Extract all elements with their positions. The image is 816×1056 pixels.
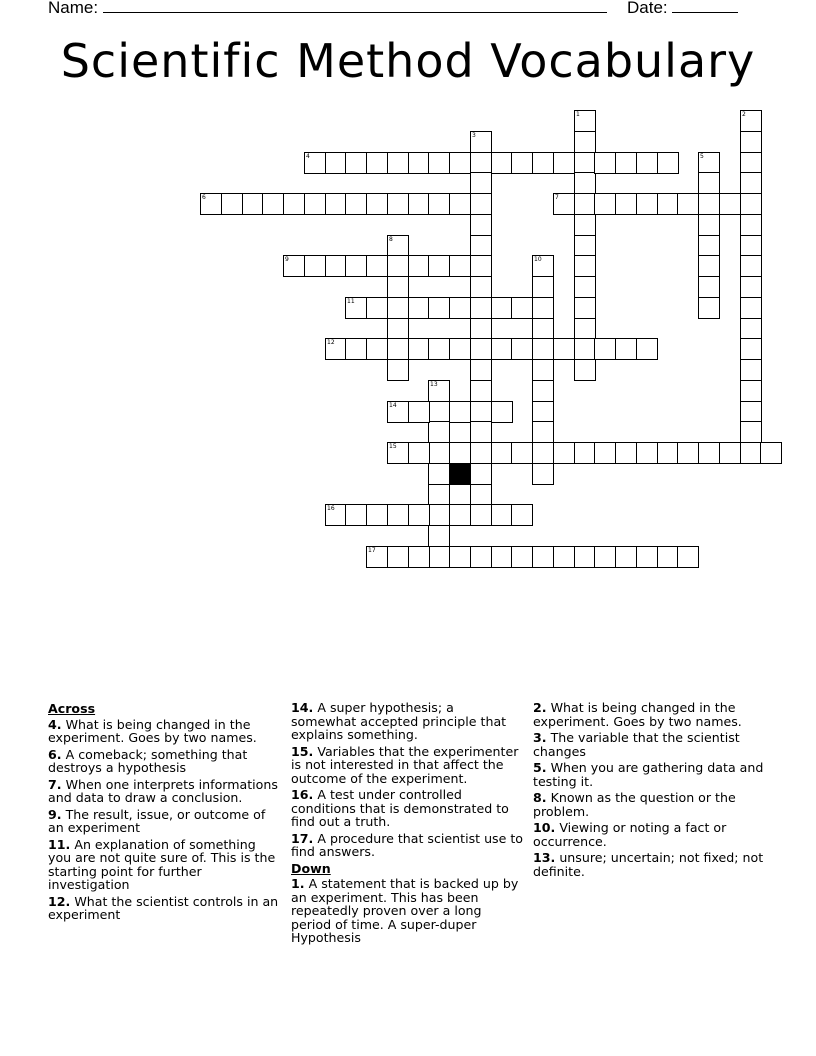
grid-cell[interactable] xyxy=(345,297,367,319)
clue-number: 6 xyxy=(202,194,206,201)
grid-cell[interactable] xyxy=(470,172,492,194)
grid-cell[interactable] xyxy=(345,152,367,174)
grid-cell[interactable] xyxy=(491,546,513,568)
clue-number: 10. xyxy=(533,820,556,835)
grid-cell[interactable] xyxy=(470,297,492,319)
clue-text: An explanation of something you are not quite sure of. This is the starting point for further investigation xyxy=(48,836,276,892)
grid-cell[interactable] xyxy=(387,546,409,568)
grid-cell[interactable] xyxy=(698,235,720,257)
grid-cell[interactable] xyxy=(387,235,409,257)
grid-cell[interactable] xyxy=(200,193,222,215)
grid-cell[interactable] xyxy=(345,193,367,215)
down-clue xyxy=(533,731,769,758)
grid-cell[interactable] xyxy=(325,152,347,174)
grid-cell[interactable] xyxy=(470,214,492,236)
grid-cell[interactable] xyxy=(408,338,430,360)
clue-number: 17 xyxy=(368,547,376,554)
grid-cell[interactable] xyxy=(615,546,637,568)
clue-text: A statement that is backed up by an experiment. This has been repeatedly proven over a long period of time. A super-duper Hypothesis xyxy=(291,876,519,945)
grid-cell[interactable] xyxy=(574,255,596,277)
grid-cell[interactable] xyxy=(428,401,450,423)
clue-number: 8 xyxy=(389,236,393,243)
clue-number: 2. xyxy=(533,700,547,715)
grid-cell[interactable] xyxy=(574,338,596,360)
grid-cell[interactable] xyxy=(491,442,513,464)
grid-cell[interactable] xyxy=(408,255,430,277)
grid-cell[interactable] xyxy=(719,193,741,215)
grid-cell[interactable] xyxy=(511,152,533,174)
grid-cell[interactable] xyxy=(470,504,492,526)
grid-cell[interactable] xyxy=(574,110,596,132)
grid-cell[interactable] xyxy=(428,504,450,526)
grid-cell[interactable] xyxy=(470,193,492,215)
worksheet-title: Scientific Method Vocabulary xyxy=(60,34,756,88)
grid-cell[interactable] xyxy=(740,110,762,132)
grid-cell[interactable] xyxy=(532,380,554,402)
clue-number: 4. xyxy=(48,716,62,732)
grid-cell[interactable] xyxy=(470,318,492,340)
clue-text: A procedure that scientist use to find answers. xyxy=(291,830,524,859)
grid-cell[interactable] xyxy=(428,463,450,485)
grid-cell[interactable] xyxy=(511,546,533,568)
grid-cell[interactable] xyxy=(553,442,575,464)
grid-cell[interactable] xyxy=(594,193,616,215)
clue-number: 16 xyxy=(327,505,335,512)
grid-cell[interactable] xyxy=(740,401,762,423)
grid-cell[interactable] xyxy=(491,401,513,423)
grid-cell[interactable] xyxy=(408,442,430,464)
grid-cell[interactable] xyxy=(242,193,264,215)
grid-cell[interactable] xyxy=(449,442,471,464)
grid-cell[interactable] xyxy=(657,193,679,215)
grid-cell[interactable] xyxy=(491,152,513,174)
grid-cell[interactable] xyxy=(740,297,762,319)
clues-column-1 xyxy=(48,701,280,925)
across-clue xyxy=(291,745,523,786)
grid-cell[interactable] xyxy=(408,152,430,174)
grid-cell[interactable] xyxy=(387,255,409,277)
grid-cell[interactable] xyxy=(532,359,554,381)
grid-cell[interactable] xyxy=(532,338,554,360)
clue-text: What the scientist controls in an experiment xyxy=(48,893,279,922)
grid-cell[interactable] xyxy=(387,504,409,526)
grid-cell[interactable] xyxy=(740,235,762,257)
grid-cell[interactable] xyxy=(574,276,596,298)
grid-cell[interactable] xyxy=(408,546,430,568)
clue-text: The variable that the scientist changes xyxy=(533,730,740,759)
clue-number: 16. xyxy=(291,787,314,802)
across-clue xyxy=(48,895,280,922)
grid-cell[interactable] xyxy=(325,504,347,526)
grid-cell[interactable] xyxy=(470,421,492,443)
grid-cell[interactable] xyxy=(594,338,616,360)
grid-cell[interactable] xyxy=(428,421,450,443)
clue-number: 6. xyxy=(48,746,62,762)
date-field[interactable] xyxy=(627,0,738,18)
grid-cell[interactable] xyxy=(387,338,409,360)
grid-cell[interactable] xyxy=(449,401,471,423)
clue-number: 15 xyxy=(389,443,397,450)
grid-cell[interactable] xyxy=(345,255,367,277)
grid-cell[interactable] xyxy=(428,297,450,319)
grid-cell[interactable] xyxy=(387,359,409,381)
across-clue xyxy=(48,718,280,745)
across-clue xyxy=(48,748,280,775)
grid-cell[interactable] xyxy=(698,152,720,174)
clue-number: 5 xyxy=(700,153,704,160)
grid-cell[interactable] xyxy=(677,442,699,464)
grid-cell[interactable] xyxy=(532,318,554,340)
down-clue xyxy=(533,791,769,818)
grid-cell[interactable] xyxy=(698,193,720,215)
down-clue xyxy=(533,761,769,788)
grid-cell[interactable] xyxy=(719,442,741,464)
grid-cell[interactable] xyxy=(408,297,430,319)
clue-number: 3 xyxy=(472,132,476,139)
clue-text: The result, issue, or outcome of an experiment xyxy=(48,806,266,835)
grid-cell[interactable] xyxy=(366,504,388,526)
grid-cell[interactable] xyxy=(449,504,471,526)
grid-cell[interactable] xyxy=(615,442,637,464)
clue-text: A super hypothesis; a somewhat accepted principle that explains something. xyxy=(291,700,507,742)
grid-cell[interactable] xyxy=(594,442,616,464)
down-heading: Down xyxy=(291,860,331,876)
grid-cell[interactable] xyxy=(408,504,430,526)
grid-cell[interactable] xyxy=(553,338,575,360)
clue-text: Viewing or noting a fact or occurrence. xyxy=(533,820,727,849)
grid-cell[interactable] xyxy=(574,359,596,381)
grid-cell[interactable] xyxy=(366,338,388,360)
grid-cell[interactable] xyxy=(594,152,616,174)
across-clue xyxy=(291,701,523,742)
grid-cell[interactable] xyxy=(449,193,471,215)
grid-cell[interactable] xyxy=(428,193,450,215)
clue-number: 3. xyxy=(533,730,547,745)
grid-cell[interactable] xyxy=(304,255,326,277)
grid-cell[interactable] xyxy=(574,193,596,215)
grid-cell[interactable] xyxy=(428,546,450,568)
grid-cell[interactable] xyxy=(366,297,388,319)
grid-cell[interactable] xyxy=(677,193,699,215)
across-clue xyxy=(48,778,280,805)
grid-cell[interactable] xyxy=(740,359,762,381)
grid-cell[interactable] xyxy=(470,152,492,174)
grid-block-cell xyxy=(449,463,471,485)
grid-cell[interactable] xyxy=(449,546,471,568)
grid-cell[interactable] xyxy=(470,131,492,153)
clues-column-3 xyxy=(533,701,769,881)
clue-number: 17. xyxy=(291,830,314,846)
clue-number: 13 xyxy=(430,381,438,388)
clue-number: 12. xyxy=(48,893,71,909)
grid-cell[interactable] xyxy=(449,338,471,360)
clue-text: When one interprets informations and data to draw a conclusion. xyxy=(48,776,278,805)
name-line[interactable] xyxy=(103,0,607,13)
grid-cell[interactable] xyxy=(574,152,596,174)
date-line[interactable] xyxy=(672,0,738,13)
grid-cell[interactable] xyxy=(428,380,450,402)
grid-cell[interactable] xyxy=(636,338,658,360)
grid-cell[interactable] xyxy=(615,193,637,215)
grid-cell[interactable] xyxy=(615,152,637,174)
grid-cell[interactable] xyxy=(532,297,554,319)
grid-cell[interactable] xyxy=(470,401,492,423)
date-label: Date: xyxy=(627,0,668,17)
grid-cell[interactable] xyxy=(698,297,720,319)
grid-cell[interactable] xyxy=(532,421,554,443)
grid-cell[interactable] xyxy=(698,172,720,194)
grid-cell[interactable] xyxy=(325,255,347,277)
clue-number: 9. xyxy=(48,806,62,822)
clue-number: 14 xyxy=(389,402,397,409)
grid-cell[interactable] xyxy=(428,255,450,277)
grid-cell[interactable] xyxy=(283,193,305,215)
grid-cell[interactable] xyxy=(491,338,513,360)
down-clue xyxy=(533,821,769,848)
grid-cell[interactable] xyxy=(740,131,762,153)
grid-cell[interactable] xyxy=(345,504,367,526)
grid-cell[interactable] xyxy=(491,504,513,526)
grid-cell[interactable] xyxy=(366,546,388,568)
grid-cell[interactable] xyxy=(760,442,782,464)
grid-cell[interactable] xyxy=(470,276,492,298)
grid-cell[interactable] xyxy=(698,276,720,298)
grid-cell[interactable] xyxy=(366,152,388,174)
grid-cell[interactable] xyxy=(740,255,762,277)
grid-cell[interactable] xyxy=(345,338,367,360)
grid-cell[interactable] xyxy=(677,546,699,568)
grid-cell[interactable] xyxy=(574,172,596,194)
grid-cell[interactable] xyxy=(325,338,347,360)
clue-number: 11. xyxy=(48,836,71,852)
clue-number: 8. xyxy=(533,790,547,805)
grid-cell[interactable] xyxy=(532,463,554,485)
grid-cell[interactable] xyxy=(657,152,679,174)
grid-cell[interactable] xyxy=(636,442,658,464)
grid-cell[interactable] xyxy=(574,318,596,340)
grid-cell[interactable] xyxy=(470,380,492,402)
clue-number: 5. xyxy=(533,760,547,775)
grid-cell[interactable] xyxy=(740,442,762,464)
across-clue xyxy=(48,838,280,892)
grid-cell[interactable] xyxy=(532,401,554,423)
grid-cell[interactable] xyxy=(387,401,409,423)
grid-cell[interactable] xyxy=(221,193,243,215)
clue-number: 13. xyxy=(533,850,556,865)
clue-text: A test under controlled conditions that is demonstrated to find out a truth. xyxy=(291,787,509,829)
grid-cell[interactable] xyxy=(553,546,575,568)
grid-cell[interactable] xyxy=(262,193,284,215)
across-clue xyxy=(48,808,280,835)
clue-number: 1. xyxy=(291,876,305,891)
down-clue xyxy=(533,701,769,728)
grid-cell[interactable] xyxy=(698,214,720,236)
clue-text: unsure; uncertain; not fixed; not definite. xyxy=(533,850,764,879)
grid-cell[interactable] xyxy=(740,214,762,236)
grid-cell[interactable] xyxy=(698,442,720,464)
grid-cell[interactable] xyxy=(740,338,762,360)
grid-cell[interactable] xyxy=(366,193,388,215)
grid-cell[interactable] xyxy=(387,297,409,319)
clue-number: 14. xyxy=(291,700,314,715)
clue-text: A comeback; something that destroys a hypothesis xyxy=(48,746,248,775)
grid-cell[interactable] xyxy=(574,442,596,464)
grid-cell[interactable] xyxy=(657,442,679,464)
grid-cell[interactable] xyxy=(740,380,762,402)
clue-number: 12 xyxy=(327,339,335,346)
grid-cell[interactable] xyxy=(304,152,326,174)
clue-text: What is being changed in the experiment. Goes by two names. xyxy=(533,700,742,729)
grid-cell[interactable] xyxy=(283,255,305,277)
grid-cell[interactable] xyxy=(574,131,596,153)
grid-cell[interactable] xyxy=(511,442,533,464)
grid-cell[interactable] xyxy=(428,525,450,547)
grid-cell[interactable] xyxy=(636,193,658,215)
grid-cell[interactable] xyxy=(740,193,762,215)
grid-cell[interactable] xyxy=(636,546,658,568)
name-label: Name: xyxy=(48,0,99,17)
down-clue xyxy=(533,851,769,878)
clue-number: 4 xyxy=(306,153,310,160)
grid-cell[interactable] xyxy=(470,359,492,381)
grid-cell[interactable] xyxy=(574,235,596,257)
across-clue xyxy=(291,832,523,859)
grid-cell[interactable] xyxy=(470,255,492,277)
clue-number: 7. xyxy=(48,776,62,792)
clue-text: Variables that the experimenter is not interested in that affect the outcome of the experiment. xyxy=(291,743,519,786)
clue-number: 7 xyxy=(555,194,559,201)
grid-cell[interactable] xyxy=(657,546,679,568)
across-clue xyxy=(291,788,523,829)
across-heading: Across xyxy=(48,701,96,716)
grid-cell[interactable] xyxy=(387,276,409,298)
grid-cell[interactable] xyxy=(470,484,492,506)
grid-cell[interactable] xyxy=(594,546,616,568)
grid-cell[interactable] xyxy=(387,152,409,174)
clue-number: 1 xyxy=(576,111,580,118)
grid-cell[interactable] xyxy=(449,152,471,174)
clue-number: 11 xyxy=(347,298,355,305)
grid-cell[interactable] xyxy=(366,255,388,277)
grid-cell[interactable] xyxy=(553,193,575,215)
clue-text: What is being changed in the experiment. Goes by two names. xyxy=(48,716,257,745)
grid-cell[interactable] xyxy=(387,193,409,215)
name-field[interactable] xyxy=(48,0,607,18)
grid-cell[interactable] xyxy=(387,318,409,340)
grid-cell[interactable] xyxy=(428,442,450,464)
grid-cell[interactable] xyxy=(615,338,637,360)
grid-cell[interactable] xyxy=(511,338,533,360)
grid-cell[interactable] xyxy=(511,297,533,319)
grid-cell[interactable] xyxy=(574,297,596,319)
grid-cell[interactable] xyxy=(553,152,575,174)
grid-cell[interactable] xyxy=(325,193,347,215)
grid-cell[interactable] xyxy=(470,463,492,485)
clue-number: 2 xyxy=(742,111,746,118)
grid-cell[interactable] xyxy=(387,442,409,464)
grid-cell[interactable] xyxy=(304,193,326,215)
grid-cell[interactable] xyxy=(491,297,513,319)
grid-cell[interactable] xyxy=(532,546,554,568)
grid-cell[interactable] xyxy=(470,338,492,360)
grid-cell[interactable] xyxy=(428,152,450,174)
grid-cell[interactable] xyxy=(574,214,596,236)
grid-cell[interactable] xyxy=(532,255,554,277)
grid-cell[interactable] xyxy=(408,193,430,215)
grid-cell[interactable] xyxy=(636,152,658,174)
grid-cell[interactable] xyxy=(470,546,492,568)
clue-number: 9 xyxy=(285,256,289,263)
grid-cell[interactable] xyxy=(408,401,430,423)
grid-cell[interactable] xyxy=(740,421,762,443)
grid-cell[interactable] xyxy=(532,442,554,464)
grid-cell[interactable] xyxy=(740,152,762,174)
grid-cell[interactable] xyxy=(470,442,492,464)
grid-cell[interactable] xyxy=(698,255,720,277)
grid-cell[interactable] xyxy=(740,318,762,340)
grid-cell[interactable] xyxy=(449,297,471,319)
clue-number: 10 xyxy=(534,256,542,263)
grid-cell[interactable] xyxy=(574,546,596,568)
clues-column-2 xyxy=(291,701,523,948)
down-clue xyxy=(291,877,523,945)
clue-number: 15. xyxy=(291,743,314,759)
grid-cell[interactable] xyxy=(449,255,471,277)
grid-cell[interactable] xyxy=(532,152,554,174)
grid-cell[interactable] xyxy=(470,235,492,257)
grid-cell[interactable] xyxy=(740,276,762,298)
grid-cell[interactable] xyxy=(428,484,450,506)
grid-cell[interactable] xyxy=(511,504,533,526)
grid-cell[interactable] xyxy=(428,338,450,360)
clue-text: Known as the question or the problem. xyxy=(533,790,736,819)
grid-cell[interactable] xyxy=(532,276,554,298)
grid-cell[interactable] xyxy=(740,172,762,194)
clue-text: When you are gathering data and testing it. xyxy=(533,760,764,789)
